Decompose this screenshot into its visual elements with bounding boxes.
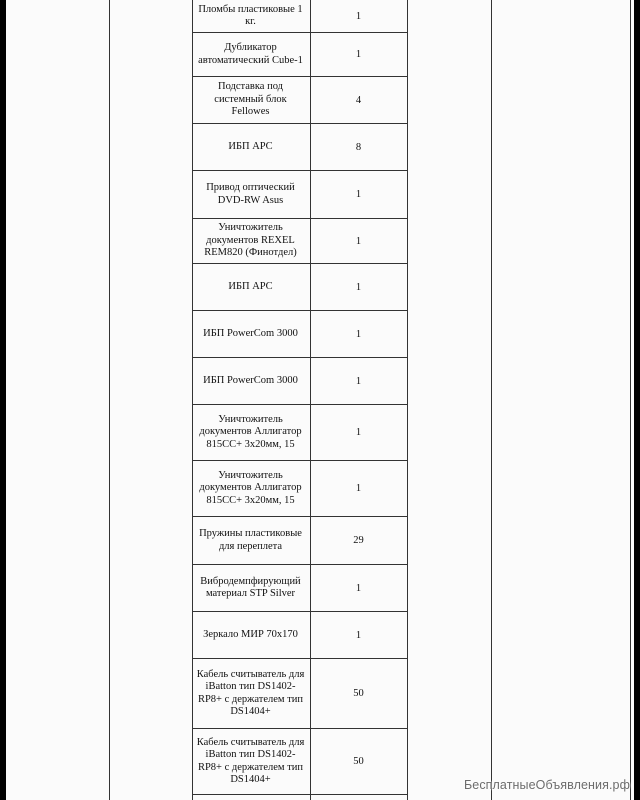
item-quantity: 1 xyxy=(355,49,362,60)
item-name: ИБП APC xyxy=(228,140,273,152)
site-watermark: БесплатныеОбъявления.рф xyxy=(463,778,630,792)
table-row xyxy=(192,461,407,517)
table-row xyxy=(192,219,407,264)
item-name: Кабель считыватель для iBatton тип DS1402-RP8+ с держателем тип DS1404+ xyxy=(196,668,305,717)
table-row xyxy=(192,77,407,124)
table-border-col4 xyxy=(491,0,492,800)
item-quantity: 1 xyxy=(355,189,362,200)
table-row xyxy=(192,311,407,358)
item-name: ИБП PowerCom 3000 xyxy=(203,374,298,386)
item-name: Кабель считыватель для iBatton тип DS1402-RP8+ с держателем тип DS1404+ xyxy=(196,736,305,785)
item-quantity: 50 xyxy=(353,756,364,767)
table-row xyxy=(192,659,407,729)
item-name: Зеркало МИР 70x170 xyxy=(203,628,298,640)
item-quantity: 1 xyxy=(355,235,362,247)
item-name: Пружины пластиковые для переплета xyxy=(199,528,302,552)
table-row xyxy=(192,124,407,171)
table-row xyxy=(192,264,407,311)
table-row xyxy=(192,565,407,612)
item-quantity: 1 xyxy=(355,281,362,293)
item-quantity: 1 xyxy=(355,10,362,22)
item-quantity: 1 xyxy=(355,328,362,340)
item-quantity: 1 xyxy=(355,629,362,641)
item-quantity: 4 xyxy=(355,94,362,106)
item-quantity: 1 xyxy=(355,582,362,594)
item-name: Уничтожитель документов Аллигатор 815CC+ 3x20мм, 15 xyxy=(199,413,302,450)
table-border-left xyxy=(109,0,110,800)
table-row xyxy=(192,405,407,461)
item-name: Подставка под системный блок Fellowes xyxy=(214,81,287,118)
item-name: ИБП PowerCom 3000 xyxy=(203,327,298,339)
item-name: ИБП APC xyxy=(228,280,273,292)
item-name: Вибродемпфирующий материал STP Silver xyxy=(200,575,301,599)
table-row xyxy=(192,171,407,219)
item-name: Уничтожитель документов REXEL REM820 (Финотдел) xyxy=(204,222,297,259)
table-row xyxy=(192,729,407,795)
item-quantity: 50 xyxy=(353,688,364,699)
table-row xyxy=(192,612,407,659)
table-row xyxy=(192,0,407,33)
table-border-col3 xyxy=(407,0,408,800)
item-name: Привод оптический DVD-RW Asus xyxy=(206,182,295,206)
document-page xyxy=(6,0,634,800)
table-row xyxy=(192,33,407,77)
item-name: Пломбы пластиковые 1 кг. xyxy=(198,3,303,27)
item-quantity: 1 xyxy=(355,375,362,387)
table-row xyxy=(192,358,407,405)
table-border-right xyxy=(630,0,631,800)
item-name: Дубликатор автоматический Cube-1 xyxy=(198,42,303,66)
item-quantity: 29 xyxy=(353,535,364,546)
item-name: Уничтожитель документов Аллигатор 815CC+ 3x20мм, 15 xyxy=(199,469,302,506)
table-row xyxy=(192,517,407,565)
item-quantity: 1 xyxy=(355,427,362,438)
item-quantity: 8 xyxy=(355,141,362,153)
item-quantity: 1 xyxy=(355,483,362,494)
